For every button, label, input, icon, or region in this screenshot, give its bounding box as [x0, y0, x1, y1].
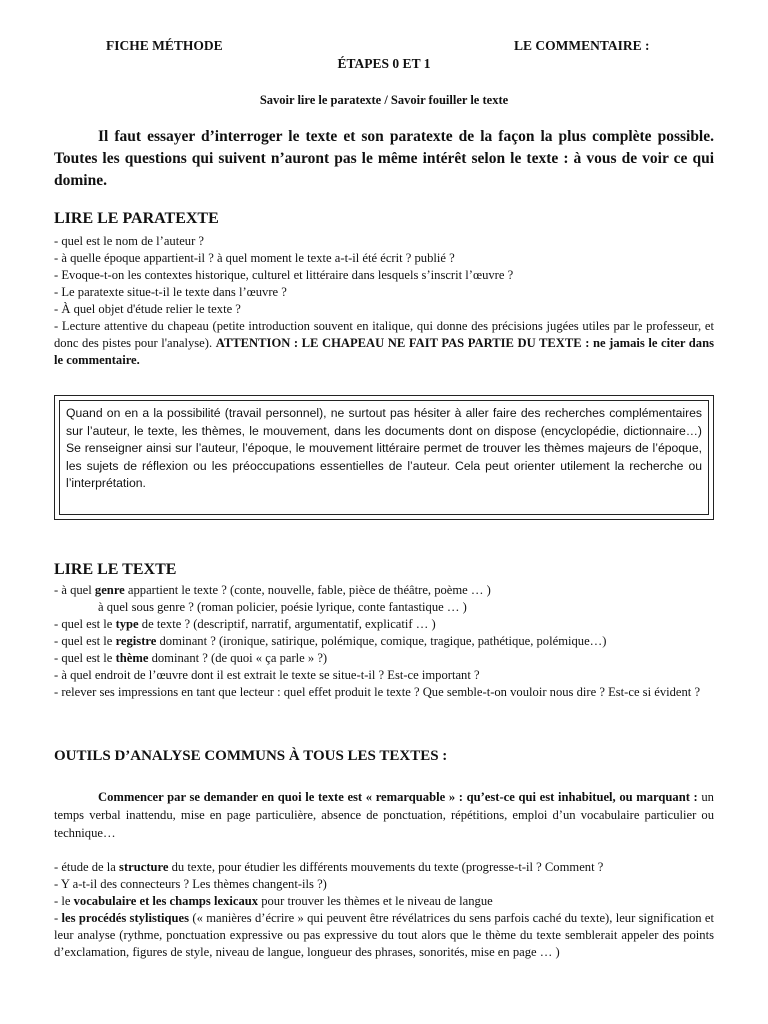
item-prefix: - quel est le [54, 651, 116, 665]
commencer-text [54, 788, 714, 842]
list-item-procedes [54, 910, 714, 961]
section-title-paratexte: LIRE LE PARATEXTE [54, 210, 219, 227]
paratexte-list [54, 233, 714, 369]
item-keyword: thème [115, 651, 149, 665]
item-keyword: type [115, 617, 139, 631]
list-item-connecteurs: - Y a-t-il des connecteurs ? Les thèmes changent-ils ?) [54, 877, 327, 891]
commencer-rest: un temps verbal inattendu, mise en page particulière, absence de ponctuation, répétitions, emploi d’un vocabulaire particulier ou technique… [54, 790, 714, 840]
item-keyword: registre [115, 634, 157, 648]
commencer-bold: Commencer par se demander en quoi le texte est « remarquable » : qu’est-ce qui est inhabituel, ou marquant : [98, 790, 698, 804]
item-prefix: - quel est le [54, 634, 116, 648]
header-center: ÉTAPES 0 ET 1 [337, 56, 431, 71]
section-title-texte: LIRE LE TEXTE [54, 561, 177, 578]
commencer-paragraph [54, 788, 714, 842]
list-item: - Le paratexte situe-t-il le texte dans l’œuvre ? [54, 285, 287, 299]
list-item-registre [54, 633, 714, 650]
item-prefix: - étude de la [54, 860, 120, 874]
list-item-sous-genre: à quel sous genre ? (roman policier, poésie lyrique, conte fantastique … ) [98, 600, 467, 614]
item-suffix: (« manières d’écrire » qui peuvent être révélatrices du sens parfois caché du texte), leur signification et leur analyse (rythme, ponctuation expressive ou pas expressive du tout alors que le thème du texte semblerait appeler des points d’exclamation, figures de style, niveau de langue, longueur des phrases, sonorités, mise en page … ) [54, 911, 715, 959]
item-prefix: - quel est le [54, 617, 116, 631]
item-keyword: les procédés stylistiques [61, 911, 190, 925]
item-prefix: - à quel [54, 583, 95, 597]
list-item: - À quel objet d'étude relier le texte ? [54, 302, 241, 316]
item-suffix: appartient le texte ? (conte, nouvelle, fable, pièce de théâtre, poème … ) [124, 583, 491, 597]
list-item-vocabulaire [54, 893, 714, 910]
item-suffix: dominant ? (ironique, satirique, polémique, comique, tragique, pathétique, polémique…) [156, 634, 607, 648]
item-keyword: structure [119, 860, 169, 874]
header-right: LE COMMENTAIRE : [514, 38, 650, 53]
chapeau-item [54, 318, 714, 369]
list-item-impressions: - relever ses impressions en tant que lecteur : quel effet produit le texte ? Que semble-t-on vouloir nous dire ? Est-ce si évident ? [54, 685, 701, 699]
item-keyword: vocabulaire et les champs lexicaux [73, 894, 259, 908]
info-box-text: Quand on en a la possibilité (travail personnel), ne surtout pas hésiter à aller faire des recherches complémentaires sur l’auteur, le texte, les thèmes, le mouvement, dans les documents dont on dispose (encyclopédie, dictionnaire…) Se renseigner ainsi sur l’auteur, l’époque, le mouvement littéraire permet de trouver les thèmes majeurs de l’époque, les sujets de réflexion ou les préoccupations essentielles de l’auteur. Cela peut orienter utilement la recherche ou l’interprétation. [59, 400, 709, 515]
outils-list [54, 859, 714, 961]
list-item: - quel est le nom de l’auteur ? [54, 234, 205, 248]
list-item: - Evoque-t-on les contextes historique, culturel et littéraire dans lesquels s’inscrit l’œuvre ? [54, 268, 514, 282]
item-suffix: dominant ? (de quoi « ça parle » ?) [148, 651, 328, 665]
list-item-endroit: - à quel endroit de l’œuvre dont il est extrait le texte se situe-t-il ? Est-ce important ? [54, 668, 480, 682]
list-item-structure [54, 859, 714, 876]
chapeau-warning: ATTENTION : LE CHAPEAU NE FAIT PAS PARTIE DU TEXTE : ne jamais le citer dans le commentaire. [54, 336, 714, 367]
chapeau-text: - Lecture attentive du chapeau (petite introduction souvent en italique, qui donne des précisions jugées utiles par le professeur, et donc des pistes pour l'analyse). [54, 319, 714, 350]
info-box [54, 395, 714, 520]
texte-list [54, 582, 714, 701]
intro-paragraph [54, 126, 714, 192]
item-suffix: du texte, pour étudier les différents mouvements du texte (progresse-t-il ? Comment ? [168, 860, 604, 874]
list-item: - à quelle époque appartient-il ? à quel moment le texte a-t-il été écrit ? publié ? [54, 251, 455, 265]
list-item-type [54, 616, 714, 633]
header-left: FICHE MÉTHODE [106, 38, 223, 53]
item-suffix: pour trouver les thèmes et le niveau de langue [258, 894, 493, 908]
item-prefix: - [54, 911, 62, 925]
list-item-genre [54, 582, 714, 599]
item-keyword: genre [94, 583, 125, 597]
item-suffix: de texte ? (descriptif, narratif, argumentatif, explicatif … ) [138, 617, 436, 631]
item-prefix: - le [54, 894, 74, 908]
section-title-outils: OUTILS D’ANALYSE COMMUNS À TOUS LES TEXTES : [54, 748, 448, 764]
list-item-theme [54, 650, 714, 667]
intro-text: Il faut essayer d’interroger le texte et son paratexte de la façon la plus complète possible. Toutes les questions qui suivent n’auront pas le même intérêt selon le texte : à vous de voir ce qui domine. [54, 128, 714, 189]
subtitle: Savoir lire le paratexte / Savoir fouiller le texte [259, 93, 509, 107]
